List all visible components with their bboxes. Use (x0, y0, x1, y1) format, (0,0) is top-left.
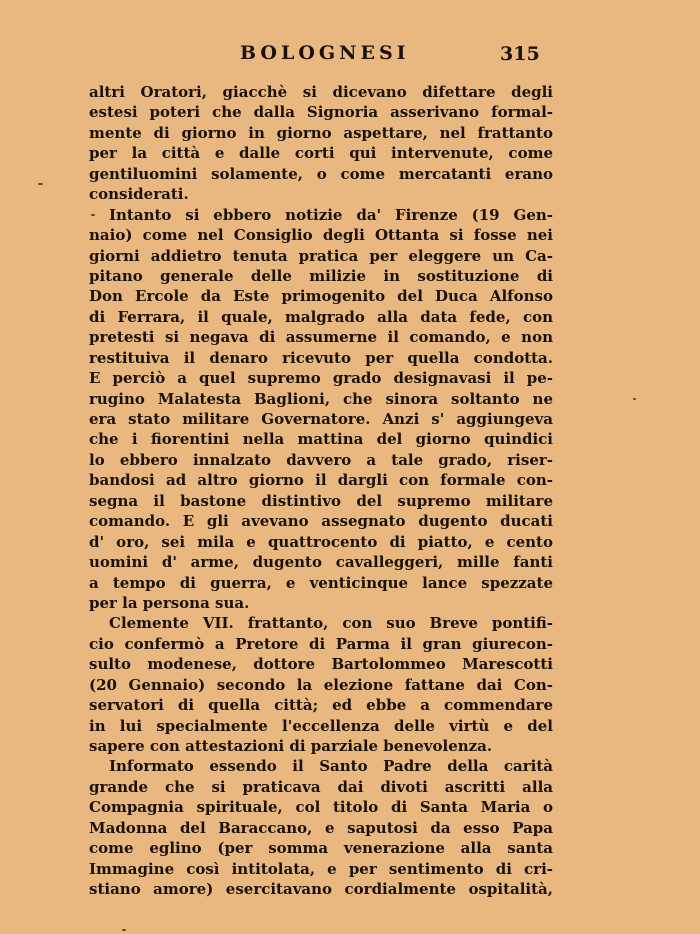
text-line: Clemente VII. frattanto, con suo Breve pontifi- (109, 614, 553, 633)
body-text (89, 82, 553, 900)
text-line: Informato essendo il Santo Padre della carità (109, 757, 553, 776)
text-line: pitano generale delle milizie in sostituzione di (89, 266, 553, 285)
text-line: servatori di quella città; ed ebbe a commendare (89, 696, 553, 715)
running-title: BOLOGNESI (240, 42, 410, 64)
text-line: cio confermò a Pretore di Parma il gran giurecon- (89, 634, 553, 653)
text-line: restituiva il denaro ricevuto per quella condotta. (89, 348, 553, 367)
text-line: pretesti si negava di assumerne il comando, e non (89, 328, 553, 347)
text-line: grande che si praticava dai divoti ascritti alla (89, 777, 553, 796)
text-line: era stato militare Governatore. Anzi s' aggiungeva (89, 410, 553, 428)
text-line: mente di giorno in giorno aspettare, nel frattanto (89, 123, 553, 142)
running-head (0, 42, 700, 70)
text-line: uomini d' arme, dugento cavalleggeri, mille fanti (89, 553, 553, 572)
print-speck (91, 214, 95, 216)
text-line: d' oro, sei mila e quattrocento di piatto, e cento (89, 532, 553, 551)
text-line: come eglino (per somma venerazione alla santa (89, 839, 553, 858)
text-line: (20 Gennaio) secondo la elezione fattane dai Con- (89, 675, 553, 694)
text-line: bandosi ad altro giorno il dargli con formale con- (89, 471, 553, 490)
page-number: 315 (500, 43, 540, 65)
text-line: per la persona sua. (89, 593, 250, 612)
text-line: Don Ercole da Este primogenito del Duca Alfonso (89, 287, 553, 306)
text-line: Compagnia spirituale, col titolo di Santa Maria o (89, 798, 553, 817)
text-line: giorni addietro tenuta pratica per eleggere un Ca- (89, 246, 553, 265)
text-line: E perciò a quel supremo grado designavasi il pe- (89, 369, 553, 388)
text-line: sulto modenese, dottore Bartolommeo Marescotti (89, 655, 553, 674)
text-line: Intanto si ebbero notizie da' Firenze (19 Gen- (109, 205, 553, 224)
text-line: lo ebbero innalzato davvero a tale grado, riser- (89, 450, 553, 469)
text-line: naio) come nel Consiglio degli Ottanta si fosse nei (89, 226, 553, 245)
text-line: di Ferrara, il quale, malgrado alla data fede, con (89, 307, 553, 326)
text-line: a tempo di guerra, e venticinque lance spezzate (89, 573, 553, 592)
text-line: Immagine così intitolata, e per sentimento di cri- (89, 859, 553, 878)
text-line: sapere con attestazioni di parziale benevolenza. (89, 737, 493, 755)
text-line: considerati. (89, 185, 189, 204)
text-line: che i fiorentini nella mattina del giorno quindici (89, 430, 553, 449)
text-line: gentiluomini solamente, o come mercatanti erano (89, 164, 553, 183)
text-line: in lui specialmente l'eccellenza delle virtù e del (89, 716, 553, 735)
print-speck (38, 183, 43, 185)
text-line: segna il bastone distintivo del supremo militare (89, 491, 553, 510)
text-line: estesi poteri che dalla Signoria asserivano formal- (89, 103, 553, 122)
text-line: per la città e dalle corti qui intervenute, come (89, 144, 553, 163)
text-line: Madonna del Baraccano, e saputosi da esso Papa (89, 818, 553, 837)
print-speck (633, 398, 636, 400)
text-line: stiano amore) esercitavano cordialmente ospitalità, (89, 880, 553, 899)
print-speck (122, 929, 126, 931)
text-line: rugino Malatesta Baglioni, che sinora soltanto ne (89, 389, 553, 408)
text-line: comando. E gli avevano assegnato dugento ducati (89, 512, 553, 531)
text-line: altri Oratori, giacchè si dicevano difettare degli (89, 83, 553, 101)
